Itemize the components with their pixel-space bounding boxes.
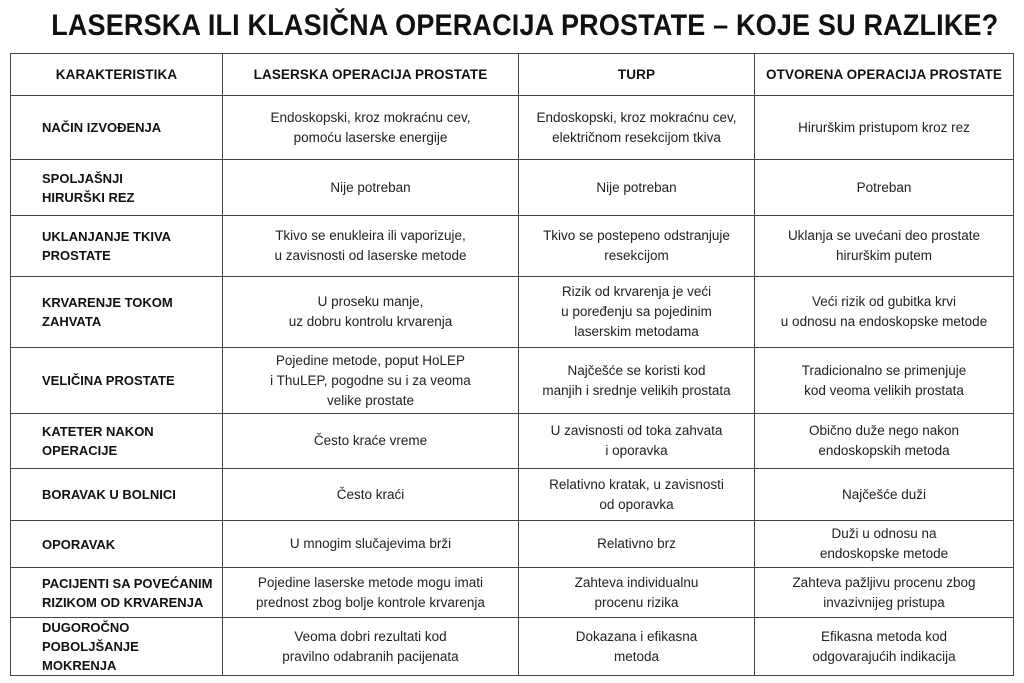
open-cell bbox=[755, 618, 1014, 676]
page-title: LASERSKA ILI KLASIČNA OPERACIJA PROSTATE – KOJE SU RAZLIKE? bbox=[51, 9, 999, 42]
laser-cell bbox=[223, 96, 519, 160]
row-feature-cell bbox=[11, 216, 223, 277]
row-feature-cell bbox=[11, 160, 223, 216]
turp-cell bbox=[519, 277, 755, 348]
open-cell bbox=[755, 469, 1014, 521]
turp-cell-text: Najčešće se koristi kod manjih i srednje velikih prostata bbox=[542, 362, 731, 398]
table-row bbox=[11, 277, 1014, 348]
open-cell-text: Duži u odnosu na endoskopske metode bbox=[819, 526, 949, 561]
laser-cell-text: Pojedine metode, poput HoLEP i ThuLEP, pogodne su i za veoma velike prostate bbox=[270, 352, 471, 408]
table-header-row bbox=[11, 54, 1014, 96]
turp-cell bbox=[519, 469, 755, 521]
open-cell-text: Najčešće duži bbox=[841, 486, 927, 502]
row-feature-text: SPOLJAŠNJI HIRURŠKI REZ bbox=[42, 170, 135, 205]
comparison-table bbox=[10, 53, 1014, 676]
table-row bbox=[11, 618, 1014, 676]
turp-cell-text: Relativno kratak, u zavisnosti od oporavka bbox=[549, 476, 724, 512]
laser-cell bbox=[223, 348, 519, 414]
table-row bbox=[11, 521, 1014, 568]
header-turp: TURP bbox=[519, 54, 755, 96]
open-cell bbox=[755, 216, 1014, 277]
row-feature-cell bbox=[11, 96, 223, 160]
turp-cell-text: Dokazana i efikasna metoda bbox=[575, 628, 698, 664]
laser-cell-text: Endoskopski, kroz mokraćnu cev, pomoću laserske energije bbox=[270, 109, 471, 145]
header-karakteristika: KARAKTERISTIKA bbox=[11, 54, 223, 96]
laser-cell bbox=[223, 469, 519, 521]
open-cell-text: Obično duže nego nakon endoskopskih metoda bbox=[808, 423, 960, 458]
row-feature-cell bbox=[11, 414, 223, 469]
header-open-operation: OTVORENA OPERACIJA PROSTATE bbox=[755, 54, 1014, 96]
row-feature-cell bbox=[11, 521, 223, 568]
turp-cell bbox=[519, 414, 755, 469]
row-feature-text: PACIJENTI SA POVEĆANIM RIZIKOM OD KRVARENJA bbox=[42, 575, 213, 610]
turp-cell-text: Nije potreban bbox=[596, 179, 677, 195]
row-feature-text: KRVARENJE TOKOM ZAHVATA bbox=[42, 295, 173, 329]
laser-cell-text: U proseku manje, uz dobru kontrolu krvarenja bbox=[288, 294, 453, 329]
row-feature-text: BORAVAK U BOLNICI bbox=[42, 487, 176, 502]
laser-cell-text: Veoma dobri rezultati kod pravilno odabranih pacijenata bbox=[282, 628, 459, 664]
laser-cell-text: Pojedine laserske metode mogu imati prednost zbog bolje kontrole krvarenja bbox=[256, 574, 485, 610]
open-cell-text: Potreban bbox=[856, 179, 912, 195]
open-cell bbox=[755, 568, 1014, 618]
row-feature-text: OPORAVAK bbox=[42, 536, 116, 552]
turp-cell-text: Rizik od krvarenja je veći u poređenju sa pojedinim laserskim metodama bbox=[561, 284, 712, 339]
turp-cell-text: Relativno brz bbox=[597, 536, 676, 551]
laser-cell-text: U mnogim slučajevima brži bbox=[289, 536, 452, 551]
open-cell-text: Hirurškim pristupom kroz rez bbox=[798, 119, 970, 135]
open-cell bbox=[755, 96, 1014, 160]
laser-cell-text: Često kraći bbox=[336, 486, 405, 502]
row-feature-text: DUGOROČNO POBOLJŠANJE MOKRENJA bbox=[42, 620, 139, 673]
row-feature-cell bbox=[11, 618, 223, 676]
row-feature-cell bbox=[11, 568, 223, 618]
table-row bbox=[11, 469, 1014, 521]
laser-cell-text: Često kraće vreme bbox=[313, 433, 428, 448]
row-feature-cell bbox=[11, 277, 223, 348]
turp-cell bbox=[519, 568, 755, 618]
table-row bbox=[11, 348, 1014, 414]
open-cell-text: Efikasna metoda kod odgovarajućih indikacija bbox=[812, 628, 956, 664]
laser-cell bbox=[223, 618, 519, 676]
laser-cell bbox=[223, 160, 519, 216]
turp-cell-text: Endoskopski, kroz mokraćnu cev, električnom resekcijom tkiva bbox=[536, 109, 737, 145]
turp-cell bbox=[519, 521, 755, 568]
row-feature-text: VELIČINA PROSTATE bbox=[42, 373, 175, 388]
row-feature-text: UKLANJANJE TKIVA PROSTATE bbox=[42, 229, 172, 263]
turp-cell bbox=[519, 160, 755, 216]
open-cell bbox=[755, 277, 1014, 348]
laser-cell bbox=[223, 521, 519, 568]
laser-cell-text: Nije potreban bbox=[330, 179, 411, 195]
turp-cell bbox=[519, 216, 755, 277]
laser-cell bbox=[223, 216, 519, 277]
table-row bbox=[11, 568, 1014, 618]
open-cell bbox=[755, 521, 1014, 568]
row-feature-text: NAČIN IZVOĐENJA bbox=[42, 120, 162, 135]
turp-cell bbox=[519, 96, 755, 160]
turp-cell-text: Tkivo se postepeno odstranjuje resekcijom bbox=[543, 228, 730, 263]
open-cell-text: Uklanja se uvećani deo prostate hirurškim putem bbox=[787, 228, 981, 263]
open-cell bbox=[755, 414, 1014, 469]
laser-cell bbox=[223, 568, 519, 618]
header-laser-operation: LASERSKA OPERACIJA PROSTATE bbox=[223, 54, 519, 96]
table-row bbox=[11, 216, 1014, 277]
open-cell bbox=[755, 348, 1014, 414]
table-row bbox=[11, 160, 1014, 216]
open-cell-text: Zahteva pažljivu procenu zbog invazivnijeg pristupa bbox=[792, 574, 976, 610]
row-feature-text: KATETER NAKON OPERACIJE bbox=[42, 424, 154, 458]
table-row bbox=[11, 414, 1014, 469]
laser-cell bbox=[223, 414, 519, 469]
turp-cell-text: U zavisnosti od toka zahvata i oporavka bbox=[550, 423, 723, 458]
open-cell-text: Veći rizik od gubitka krvi u odnosu na endoskopske metode bbox=[780, 294, 988, 329]
turp-cell-text: Zahteva individualnu procenu rizika bbox=[574, 574, 699, 610]
turp-cell bbox=[519, 348, 755, 414]
table-row bbox=[11, 96, 1014, 160]
row-feature-cell bbox=[11, 469, 223, 521]
open-cell bbox=[755, 160, 1014, 216]
row-feature-cell bbox=[11, 348, 223, 414]
laser-cell-text: Tkivo se enukleira ili vaporizuje, u zavisnosti od laserske metode bbox=[274, 228, 467, 263]
open-cell-text: Tradicionalno se primenjuje kod veoma velikih prostata bbox=[801, 362, 967, 398]
turp-cell bbox=[519, 618, 755, 676]
laser-cell bbox=[223, 277, 519, 348]
